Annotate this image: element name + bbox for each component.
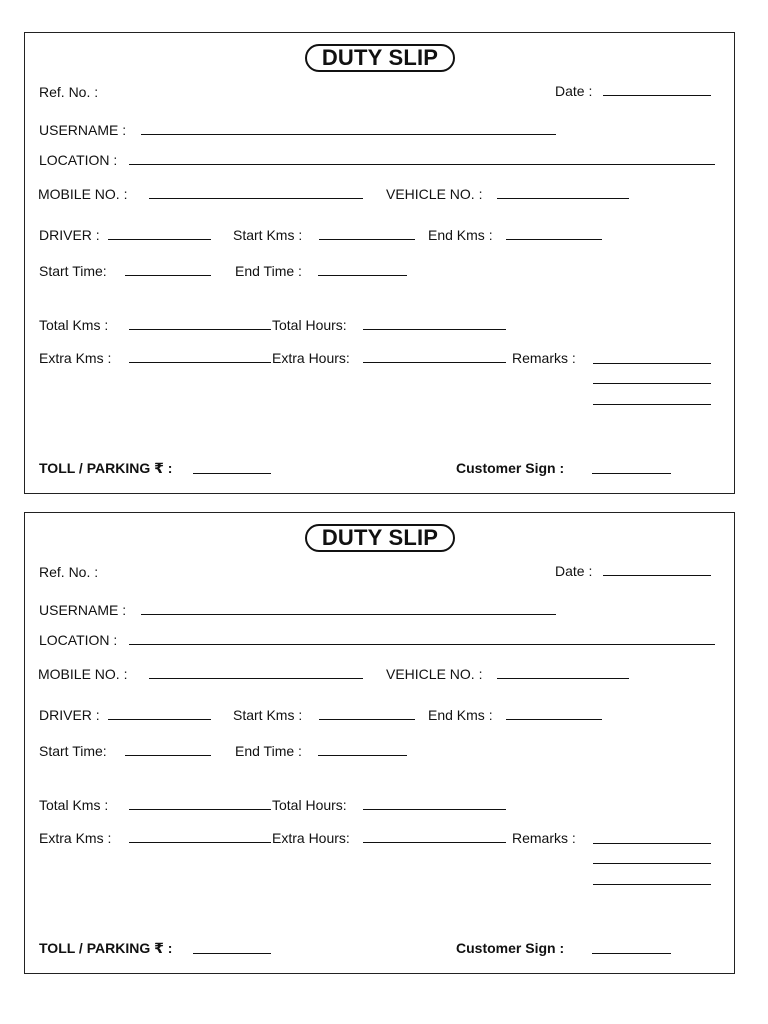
total-hours-label: Total Hours: xyxy=(272,797,347,813)
total-kms-label: Total Kms : xyxy=(39,317,109,333)
toll-parking-label: TOLL / PARKING ₹ : xyxy=(39,460,173,476)
date-label: Date : xyxy=(555,563,593,579)
ref-no-label: Ref. No. : xyxy=(39,84,99,100)
remarks-line-2[interactable] xyxy=(593,863,711,864)
date-field[interactable] xyxy=(603,95,711,96)
end-time-label: End Time : xyxy=(235,263,302,279)
extra-kms-field[interactable] xyxy=(129,362,271,363)
start-kms-field[interactable] xyxy=(319,719,415,720)
extra-hours-label: Extra Hours: xyxy=(272,350,350,366)
start-time-field[interactable] xyxy=(125,755,211,756)
driver-label: DRIVER : xyxy=(39,707,100,723)
driver-label: DRIVER : xyxy=(39,227,100,243)
mobile-no-label: MOBILE NO. : xyxy=(38,186,128,202)
extra-kms-field[interactable] xyxy=(129,842,271,843)
customer-sign-field[interactable] xyxy=(592,953,671,954)
mobile-no-field[interactable] xyxy=(149,678,363,679)
duty-slip-1 xyxy=(24,32,735,494)
remarks-line-2[interactable] xyxy=(593,383,711,384)
end-time-label: End Time : xyxy=(235,743,302,759)
username-field[interactable] xyxy=(141,134,556,135)
duty-slip-2 xyxy=(24,512,735,974)
total-kms-label: Total Kms : xyxy=(39,797,109,813)
slip-title: DUTY SLIP xyxy=(305,524,455,552)
ref-no-label: Ref. No. : xyxy=(39,564,99,580)
username-field[interactable] xyxy=(141,614,556,615)
vehicle-no-field[interactable] xyxy=(497,678,629,679)
end-kms-field[interactable] xyxy=(506,239,602,240)
end-time-field[interactable] xyxy=(318,755,407,756)
mobile-no-field[interactable] xyxy=(149,198,363,199)
total-hours-field[interactable] xyxy=(363,329,506,330)
total-hours-label: Total Hours: xyxy=(272,317,347,333)
start-kms-field[interactable] xyxy=(319,239,415,240)
start-time-label: Start Time: xyxy=(39,263,107,279)
driver-field[interactable] xyxy=(108,719,211,720)
toll-parking-field[interactable] xyxy=(193,953,271,954)
location-field[interactable] xyxy=(129,644,715,645)
remarks-line-1[interactable] xyxy=(593,843,711,844)
customer-sign-field[interactable] xyxy=(592,473,671,474)
location-label: LOCATION : xyxy=(39,152,118,168)
vehicle-no-label: VEHICLE NO. : xyxy=(386,666,483,682)
end-time-field[interactable] xyxy=(318,275,407,276)
mobile-no-label: MOBILE NO. : xyxy=(38,666,128,682)
extra-hours-field[interactable] xyxy=(363,362,506,363)
total-hours-field[interactable] xyxy=(363,809,506,810)
toll-parking-label: TOLL / PARKING ₹ : xyxy=(39,940,173,956)
start-time-label: Start Time: xyxy=(39,743,107,759)
date-field[interactable] xyxy=(603,575,711,576)
slip-title: DUTY SLIP xyxy=(305,44,455,72)
extra-kms-label: Extra Kms : xyxy=(39,830,112,846)
date-label: Date : xyxy=(555,83,593,99)
username-label: USERNAME : xyxy=(39,122,127,138)
location-field[interactable] xyxy=(129,164,715,165)
total-kms-field[interactable] xyxy=(129,329,271,330)
customer-sign-label: Customer Sign : xyxy=(456,940,565,956)
vehicle-no-label: VEHICLE NO. : xyxy=(386,186,483,202)
location-label: LOCATION : xyxy=(39,632,118,648)
toll-parking-field[interactable] xyxy=(193,473,271,474)
total-kms-field[interactable] xyxy=(129,809,271,810)
end-kms-field[interactable] xyxy=(506,719,602,720)
vehicle-no-field[interactable] xyxy=(497,198,629,199)
remarks-label: Remarks : xyxy=(512,830,576,846)
start-kms-label: Start Kms : xyxy=(233,227,303,243)
remarks-label: Remarks : xyxy=(512,350,576,366)
start-kms-label: Start Kms : xyxy=(233,707,303,723)
start-time-field[interactable] xyxy=(125,275,211,276)
extra-hours-label: Extra Hours: xyxy=(272,830,350,846)
customer-sign-label: Customer Sign : xyxy=(456,460,565,476)
remarks-line-3[interactable] xyxy=(593,884,711,885)
username-label: USERNAME : xyxy=(39,602,127,618)
extra-kms-label: Extra Kms : xyxy=(39,350,112,366)
remarks-line-3[interactable] xyxy=(593,404,711,405)
end-kms-label: End Kms : xyxy=(428,227,493,243)
end-kms-label: End Kms : xyxy=(428,707,493,723)
extra-hours-field[interactable] xyxy=(363,842,506,843)
remarks-line-1[interactable] xyxy=(593,363,711,364)
driver-field[interactable] xyxy=(108,239,211,240)
